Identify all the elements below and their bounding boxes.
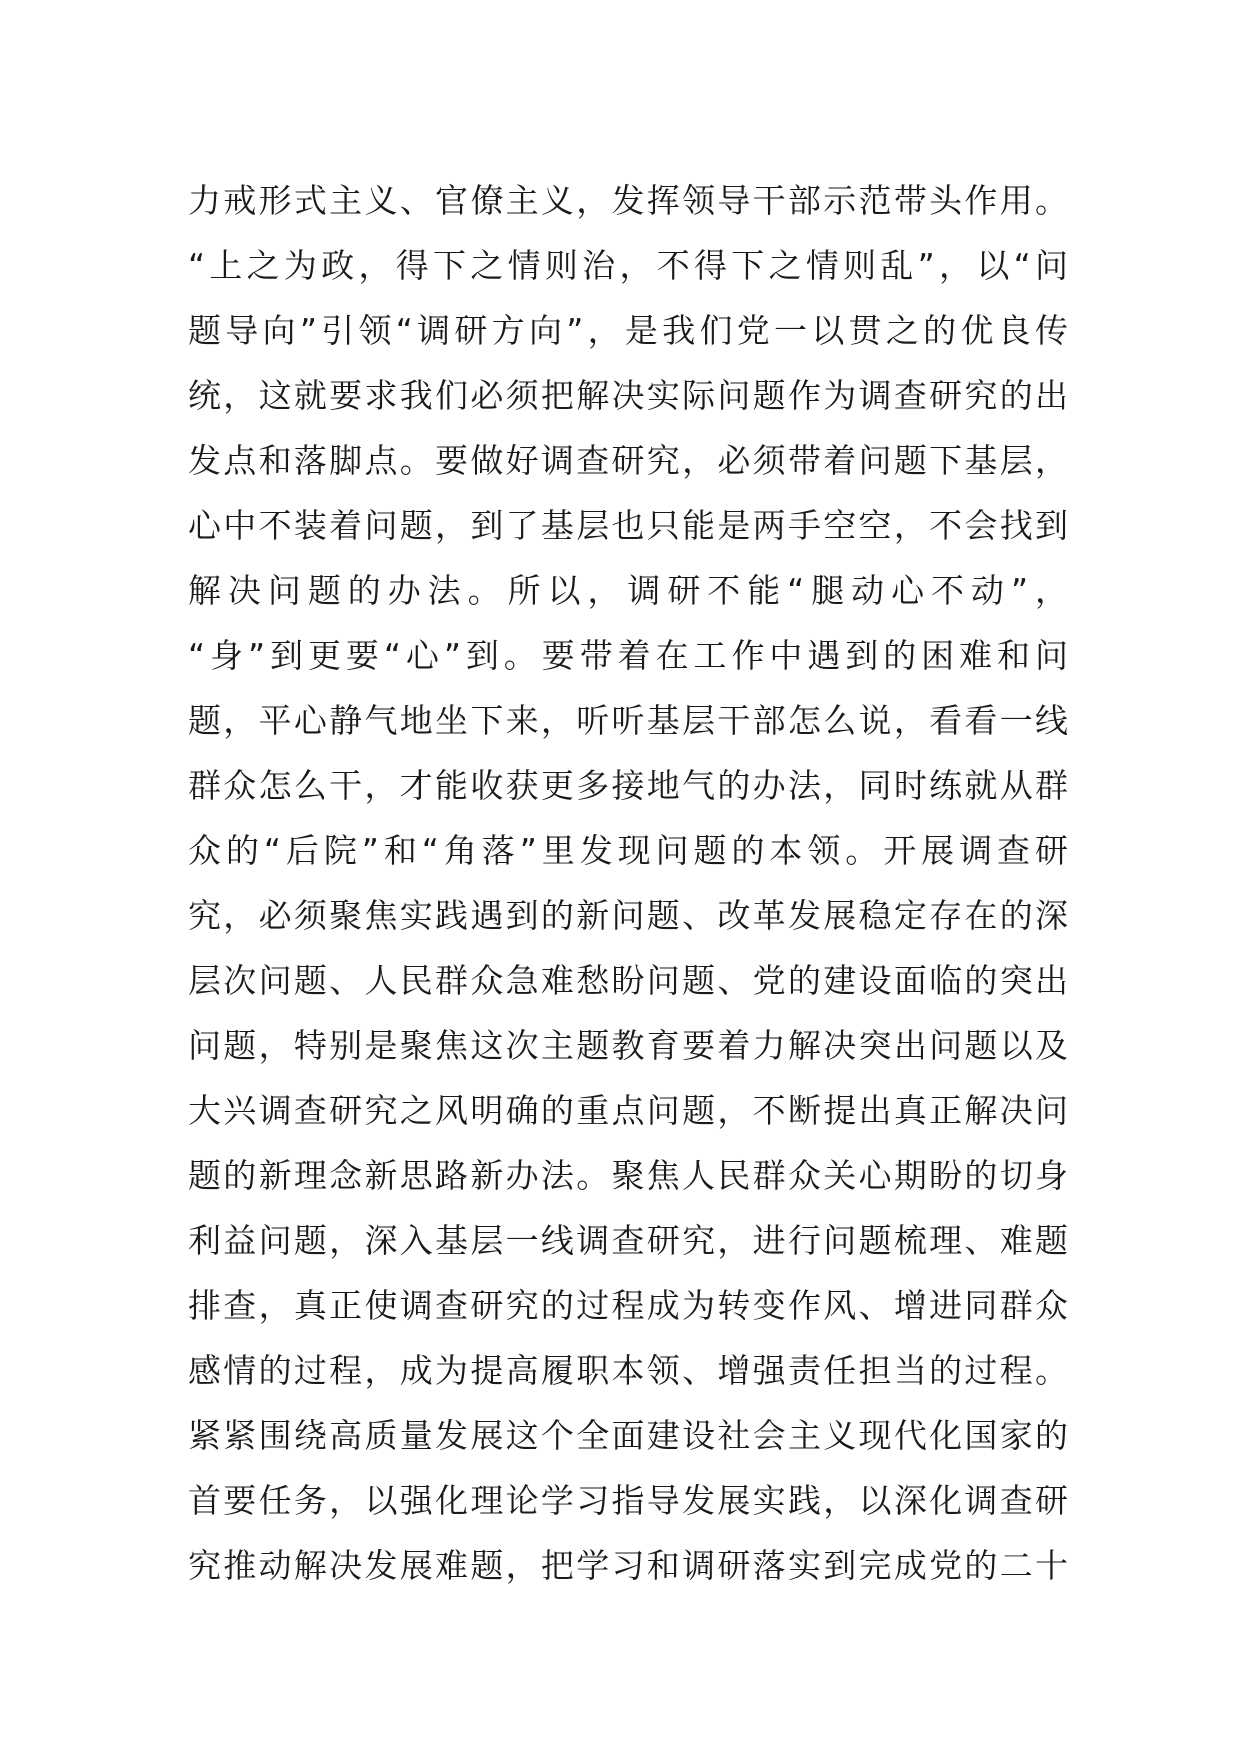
text-line: 排查，真正使调查研究的过程成为转变作风、增进同群众 bbox=[188, 1286, 1068, 1325]
text-line: 心中不装着问题，到了基层也只能是两手空空，不会找到 bbox=[188, 506, 1068, 545]
text-line: 首要任务，以强化理论学习指导发展实践，以深化调查研 bbox=[188, 1481, 1068, 1520]
text-line: 紧紧围绕高质量发展这个全面建设社会主义现代化国家的 bbox=[188, 1416, 1068, 1455]
text-line: 问题，特别是聚焦这次主题教育要着力解决突出问题以及 bbox=[188, 1026, 1068, 1065]
body-text bbox=[188, 168, 1068, 1598]
text-line: 层次问题、人民群众急难愁盼问题、党的建设面临的突出 bbox=[188, 961, 1068, 1000]
text-line: “上之为政，得下之情则治，不得下之情则乱”，以“问 bbox=[188, 246, 1068, 285]
text-line: 统，这就要求我们必须把解决实际问题作为调查研究的出 bbox=[188, 376, 1068, 415]
text-line: 题，平心静气地坐下来，听听基层干部怎么说，看看一线 bbox=[188, 701, 1068, 740]
text-line: 群众怎么干，才能收获更多接地气的办法，同时练就从群 bbox=[188, 766, 1068, 805]
text-line: 题导向”引领“调研方向”，是我们党一以贯之的优良传 bbox=[188, 311, 1068, 350]
text-line: 题的新理念新思路新办法。聚焦人民群众关心期盼的切身 bbox=[188, 1156, 1068, 1195]
text-line: 解决问题的办法。所以，调研不能“腿动心不动”， bbox=[188, 571, 1068, 610]
text-line: 究推动解决发展难题，把学习和调研落实到完成党的二十 bbox=[188, 1546, 1068, 1585]
text-line: 利益问题，深入基层一线调查研究，进行问题梳理、难题 bbox=[188, 1221, 1068, 1260]
text-line: 力戒形式主义、官僚主义，发挥领导干部示范带头作用。 bbox=[188, 181, 1068, 220]
text-line: 感情的过程，成为提高履职本领、增强责任担当的过程。 bbox=[188, 1351, 1068, 1390]
text-line: 究，必须聚焦实践遇到的新问题、改革发展稳定存在的深 bbox=[188, 896, 1068, 935]
text-line: “身”到更要“心”到。要带着在工作中遇到的困难和问 bbox=[188, 636, 1068, 675]
text-line: 发点和落脚点。要做好调查研究，必须带着问题下基层， bbox=[188, 441, 1068, 480]
text-line: 大兴调查研究之风明确的重点问题，不断提出真正解决问 bbox=[188, 1091, 1068, 1130]
text-line: 众的“后院”和“角落”里发现问题的本领。开展调查研 bbox=[188, 831, 1068, 870]
